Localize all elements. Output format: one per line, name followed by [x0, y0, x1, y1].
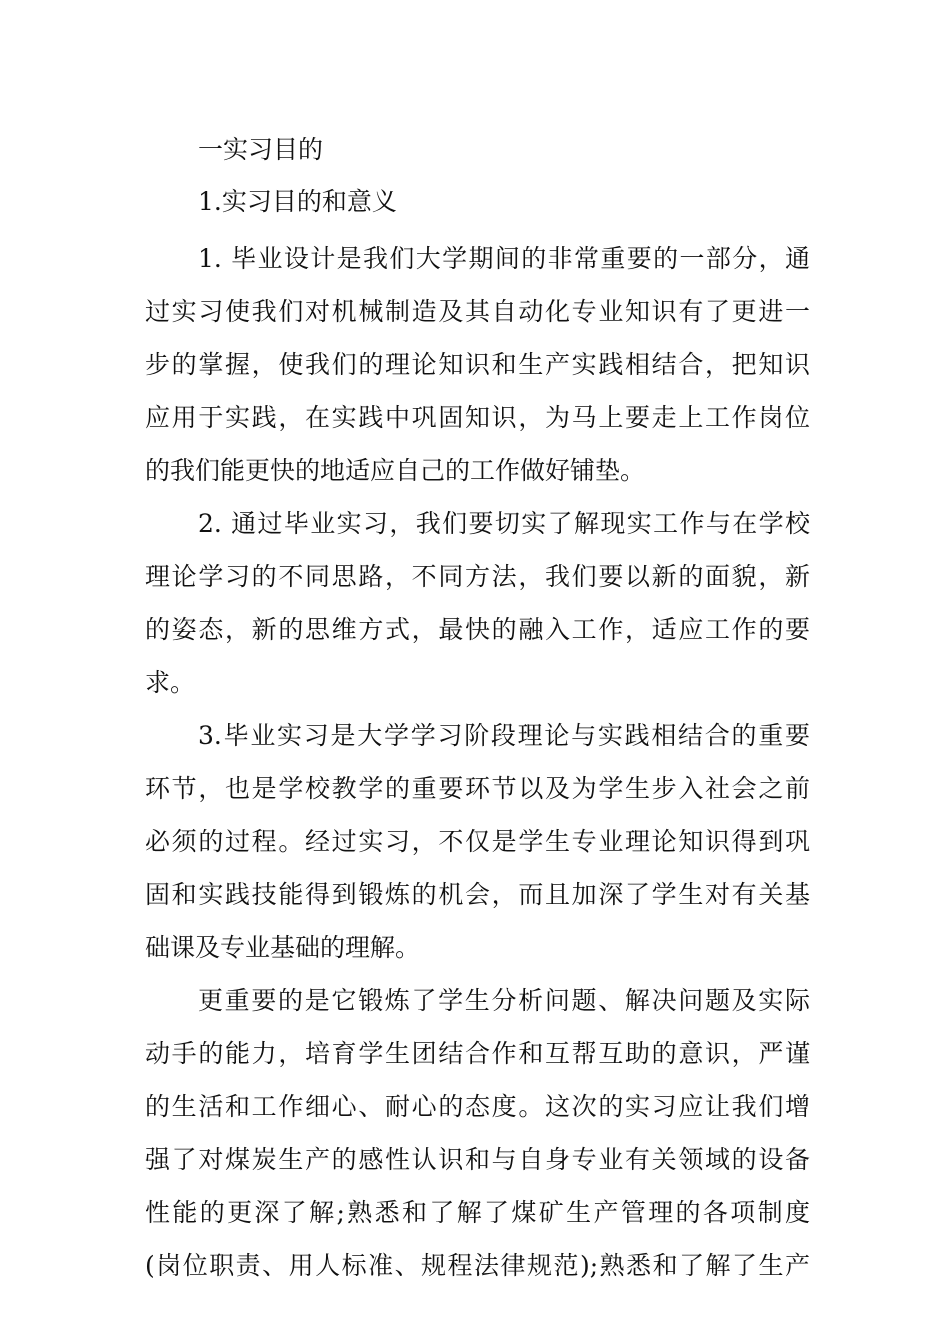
paragraph-line: 强了对煤炭生产的感性认识和与自身专业有关领域的设备 — [145, 1145, 810, 1174]
paragraph-line: 环节，也是学校教学的重要环节以及为学生步入社会之前 — [145, 774, 810, 803]
paragraph-line: 过实习使我们对机械制造及其自动化专业知识有了更进一 — [145, 297, 810, 326]
paragraph-line: 求。 — [145, 668, 196, 697]
paragraph-line: 础课及专业基础的理解。 — [145, 933, 421, 962]
paragraph-line: 的姿态，新的思维方式，最快的融入工作，适应工作的要 — [145, 615, 810, 644]
paragraph-line: 2. 通过毕业实习，我们要切实了解现实工作与在学校 — [198, 509, 810, 538]
paragraph-4 — [145, 974, 810, 1292]
section-heading: 一实习目的 — [198, 135, 324, 164]
paragraph-line: 性能的更深了解;熟悉和了解了煤矿生产管理的各项制度 — [145, 1198, 810, 1227]
paragraph-line: 的我们能更快的地适应自己的工作做好铺垫。 — [145, 456, 646, 485]
paragraph-line: 步的掌握，使我们的理论知识和生产实践相结合，把知识 — [145, 350, 810, 379]
paragraph-3 — [145, 709, 810, 974]
paragraph-2 — [145, 497, 810, 709]
paragraph-line: 必须的过程。经过实习，不仅是学生专业理论知识得到巩 — [145, 827, 810, 856]
subsection-heading: 1.实习目的和意义 — [198, 187, 397, 216]
paragraph-line: 3.毕业实习是大学学习阶段理论与实践相结合的重要 — [198, 721, 810, 750]
paragraph-line: 应用于实践，在实践中巩固知识，为马上要走上工作岗位 — [145, 403, 810, 432]
paragraph-line: 固和实践技能得到锻炼的机会，而且加深了学生对有关基 — [145, 880, 810, 909]
paragraph-line: 1. 毕业设计是我们大学期间的非常重要的一部分，通 — [198, 244, 810, 273]
paragraph-1 — [145, 232, 810, 497]
document-body — [145, 128, 810, 1292]
paragraph-line: 更重要的是它锻炼了学生分析问题、解决问题及实际 — [198, 986, 810, 1015]
paragraph-line: 动手的能力，培育学生团结合作和互帮互助的意识，严谨 — [145, 1039, 810, 1068]
paragraph-line: (岗位职责、用人标准、规程法律规范);熟悉和了解了生产 — [145, 1251, 810, 1280]
paragraph-line: 的生活和工作细心、耐心的态度。这次的实习应让我们增 — [145, 1092, 810, 1121]
paragraph-line: 理论学习的不同思路，不同方法，我们要以新的面貌，新 — [145, 562, 810, 591]
